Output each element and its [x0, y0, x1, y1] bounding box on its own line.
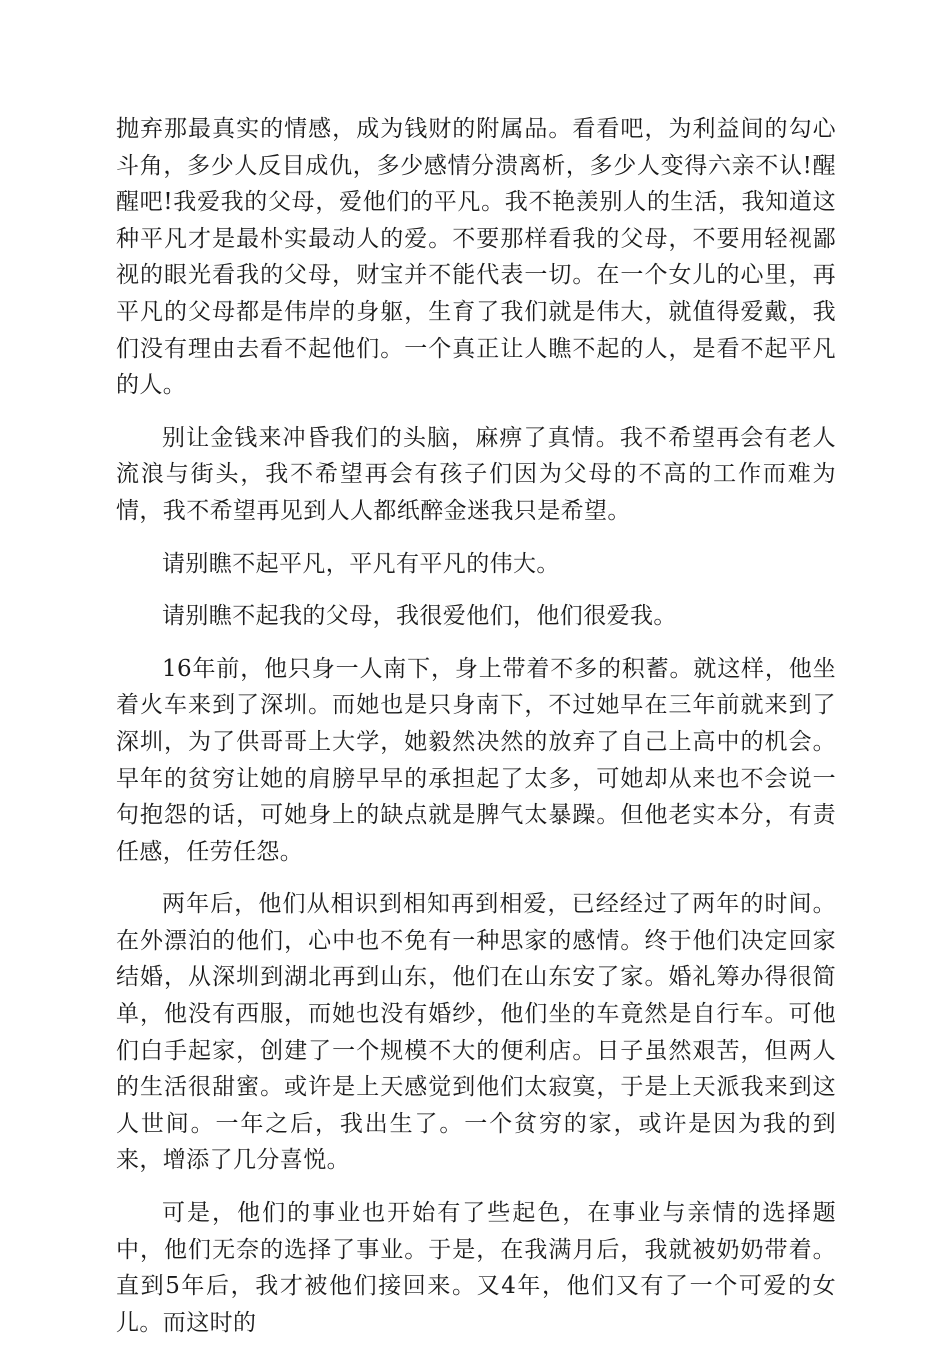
- paragraph-2: 别让金钱来冲昏我们的头脑，麻痹了真情。我不希望再会有老人流浪与街头，我不希望再会有孩子们因为父母的不高的工作而难为情，我不希望再见到人人都纸醉金迷我只是希望。: [116, 424, 836, 524]
- paragraph-6: 两年后，他们从相识到相知再到相爱，已经经过了两年的时间。在外漂泊的他们，心中也不免有一种思家的感情。终于他们决定回家结婚，从深圳到湖北再到山东，他们在山东安了家。婚礼筹办得很简单，他没有西服，而她也没有婚纱，他们坐的车竟然是自行车。可他们白手起家，创建了一个规模不大的便利店。日子虽然艰苦，但两人的生活很甜蜜。或许是上天感觉到他们太寂寞，于是上天派我来到这人世间。一年之后，我出生了。一个贫穷的家，或许是因为我的到来，增添了几分喜悦。: [116, 891, 836, 1174]
- paragraph-4: 请别瞧不起我的父母，我很爱他们，他们很爱我。: [162, 603, 677, 630]
- document-body: [116, 111, 836, 1357]
- paragraph-5: 16年前，他只身一人南下，身上带着不多的积蓄。就这样，他坐着火车来到了深圳。而她也是只身南下，不过她早在三年前就来到了深圳，为了供哥哥上大学，她毅然决然的放弃了自己上高中的机会。早年的贫穷让她的肩膀早早的承担起了太多，可她却从来也不会说一句抱怨的话，可她身上的缺点就是脾气太暴躁。但他老实本分，有责任感，任劳任怨。: [116, 655, 836, 865]
- paragraph-3: 请别瞧不起平凡，平凡有平凡的伟大。: [162, 550, 560, 577]
- paragraph-1: 抛弃那最真实的情感，成为钱财的附属品。看看吧，为利益间的勾心斗角，多少人反目成仇，多少感情分溃离析，多少人变得六亲不认!醒醒吧!我爱我的父母，爱他们的平凡。我不艳羡别人的生活，我知道这种平凡才是最朴实最动人的爱。不要那样看我的父母，不要用轻视鄙视的眼光看我的父母，财宝并不能代表一切。在一个女儿的心里，再平凡的父母都是伟岸的身躯，生育了我们就是伟大，就值得爱戴，我们没有理由去看不起他们。一个真正让人瞧不起的人，是看不起平凡的人。: [116, 116, 836, 399]
- paragraph-7: 可是，他们的事业也开始有了些起色，在事业与亲情的选择题中，他们无奈的选择了事业。于是，在我满月后，我就被奶奶带着。直到5年后，我才被他们接回来。又4年，他们又有了一个可爱的女儿。而这时的: [116, 1200, 836, 1336]
